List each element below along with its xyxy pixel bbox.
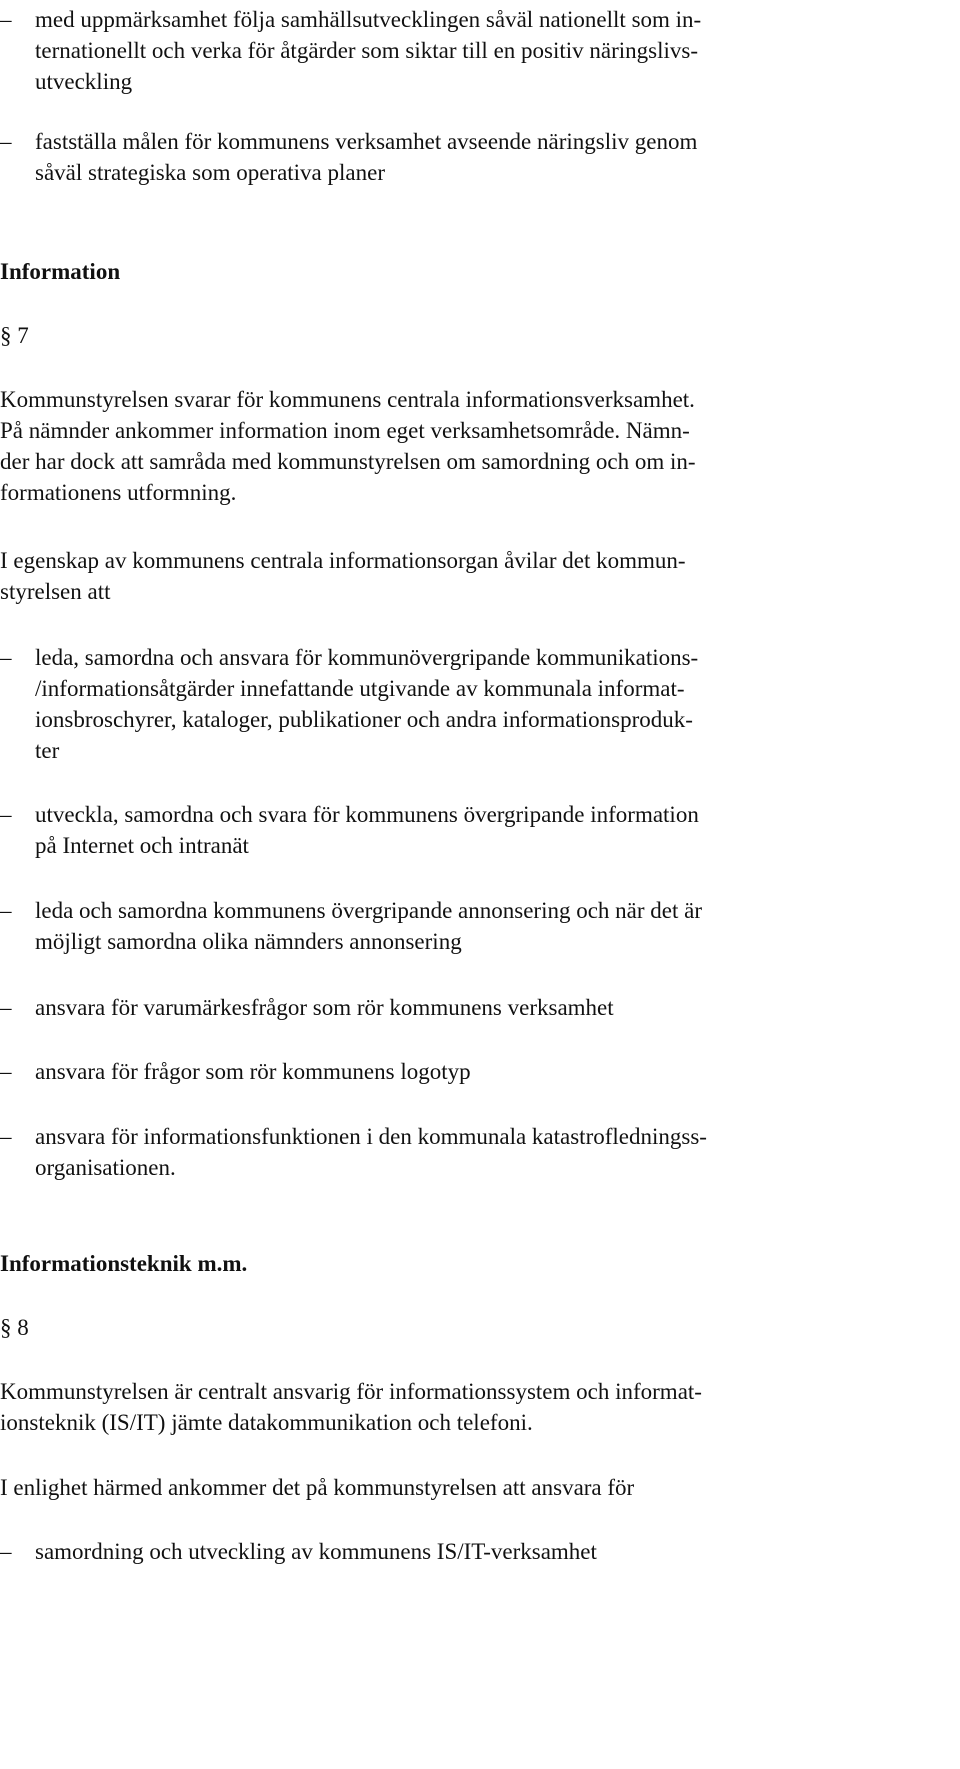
bullet-line: fastställa målen för kommunens verksamhet avseende näringsliv genom (35, 129, 698, 154)
bullet-line: utveckla, samordna och svara för kommunens övergripande information (35, 802, 699, 827)
paragraph-line: der har dock att samråda med kommunstyrelsen om samordning och om in- (0, 449, 696, 474)
bullet-line: ansvara för informationsfunktionen i den kommunala katastrofledningss- (35, 1124, 707, 1149)
dash-marker: – (0, 645, 12, 670)
paragraph-mark: § 7 (0, 323, 29, 348)
paragraph-line: I enlighet härmed ankommer det på kommunstyrelsen att ansvara för (0, 1475, 635, 1500)
dash-marker: – (0, 1059, 12, 1084)
bullet-line: leda och samordna kommunens övergripande annonsering och när det är (35, 898, 702, 923)
bullet-line: leda, samordna och ansvara för kommunövergripande kommunikations- (35, 645, 699, 670)
dash-marker: – (0, 7, 12, 32)
paragraph-line: I egenskap av kommunens centrala informationsorgan åvilar det kommun- (0, 548, 686, 573)
section-heading-informationsteknik: Informationsteknik m.m. (0, 1251, 248, 1276)
paragraph-line: Kommunstyrelsen svarar för kommunens centrala informationsverksamhet. (0, 387, 695, 412)
dash-marker: – (0, 898, 12, 923)
paragraph-line: ionsteknik (IS/IT) jämte datakommunikation och telefoni. (0, 1410, 533, 1435)
dash-marker: – (0, 1539, 12, 1564)
bullet-line: utveckling (35, 69, 133, 94)
dash-marker: – (0, 802, 12, 827)
paragraph-line: På nämnder ankommer information inom eget verksamhetsområde. Nämn- (0, 418, 690, 443)
bullet-line: ionsbroschyrer, kataloger, publikationer och andra informationsproduk- (35, 707, 693, 732)
bullet-line: ansvara för frågor som rör kommunens logotyp (35, 1059, 471, 1084)
paragraph-line: Kommunstyrelsen är centralt ansvarig för informationssystem och informat- (0, 1379, 702, 1404)
bullet-line: ternationellt och verka för åtgärder som siktar till en positiv näringslivs- (35, 38, 698, 63)
bullet-line: ansvara för varumärkesfrågor som rör kommunens verksamhet (35, 995, 614, 1020)
dash-marker: – (0, 995, 12, 1020)
paragraph-line: styrelsen att (0, 579, 111, 604)
dash-marker: – (0, 1124, 12, 1149)
bullet-line: organisationen. (35, 1155, 176, 1180)
bullet-line: ter (35, 738, 60, 763)
bullet-line: samordning och utveckling av kommunens IS/IT-verksamhet (35, 1539, 597, 1564)
bullet-line: såväl strategiska som operativa planer (35, 160, 385, 185)
bullet-line: möjligt samordna olika nämnders annonsering (35, 929, 462, 954)
section-heading-information: Information (0, 259, 121, 284)
paragraph-mark: § 8 (0, 1315, 29, 1340)
bullet-line: med uppmärksamhet följa samhällsutvecklingen såväl nationellt som in- (35, 7, 702, 32)
paragraph-line: formationens utformning. (0, 480, 237, 505)
dash-marker: – (0, 129, 12, 154)
bullet-line: på Internet och intranät (35, 833, 249, 858)
bullet-line: /informationsåtgärder innefattande utgivande av kommunala informat- (35, 676, 685, 701)
